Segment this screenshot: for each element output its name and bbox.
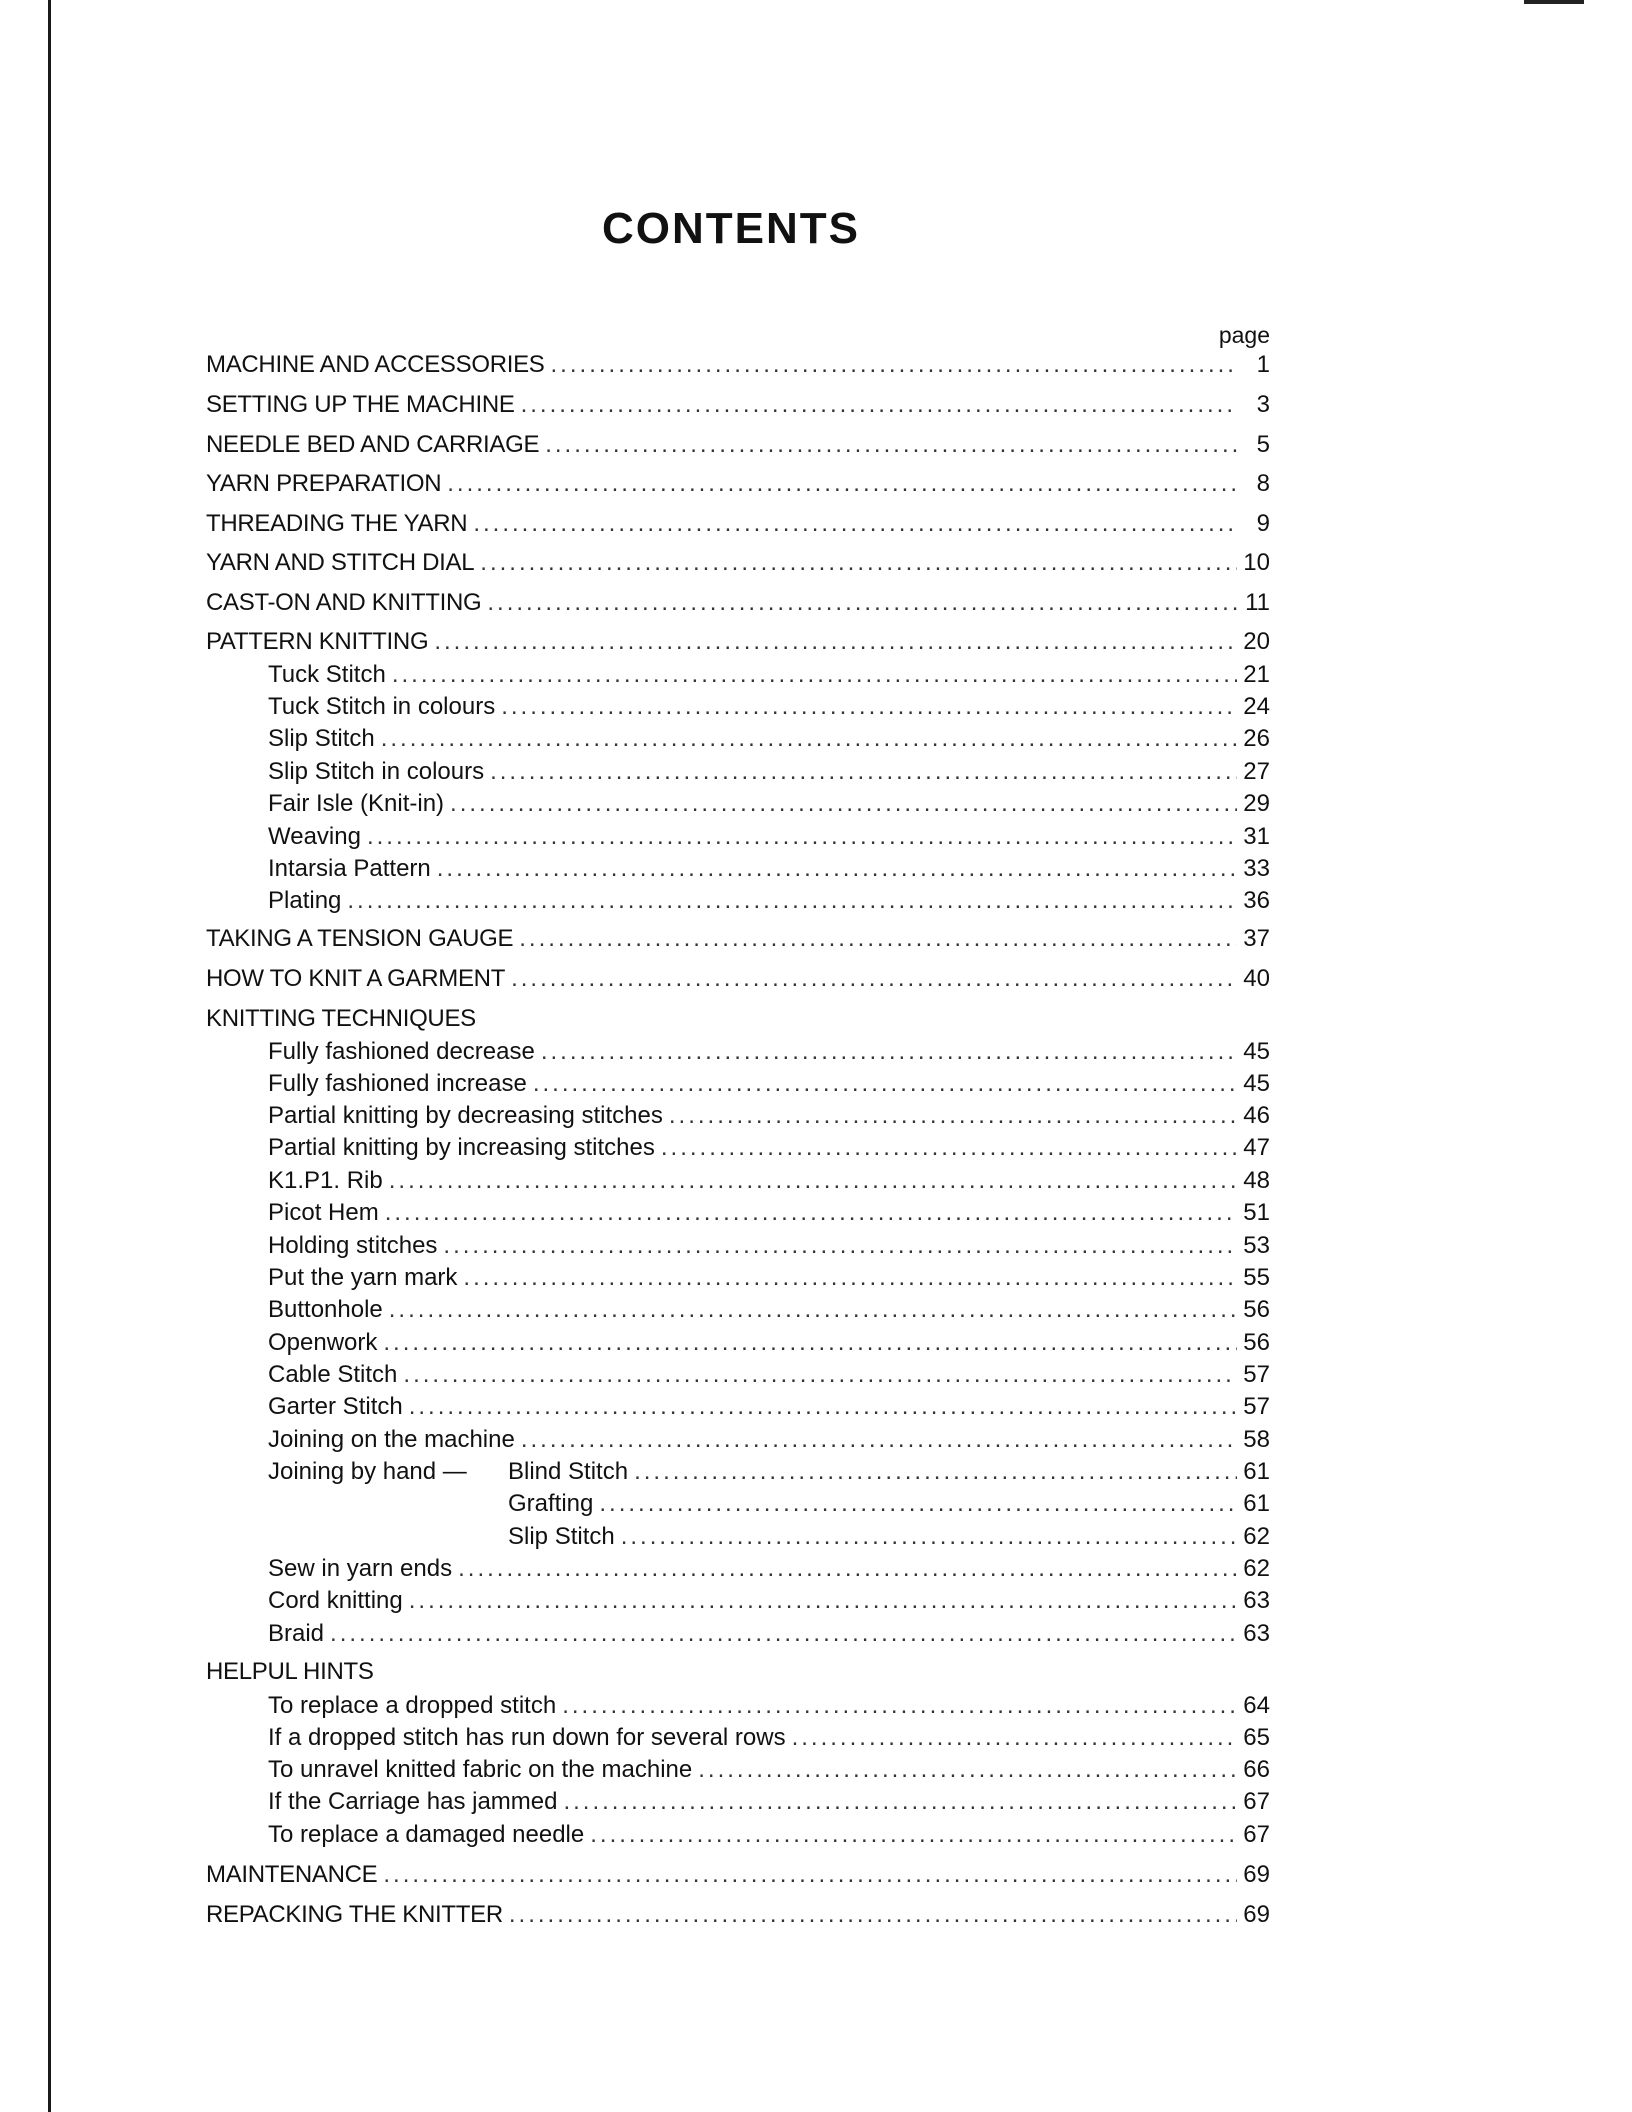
toc-entry-label: Blind Stitch — [508, 1458, 629, 1485]
toc-entry-label: Partial knitting by increasing stitches — [268, 1134, 655, 1161]
toc-subentry[interactable] — [268, 1069, 1270, 1099]
dot-leader — [480, 548, 1237, 578]
dot-leader — [463, 1263, 1237, 1293]
page-column-header: page — [1218, 322, 1270, 348]
toc-entry-page: 56 — [1243, 1296, 1270, 1323]
toc-entry-page: 24 — [1243, 693, 1270, 720]
dot-leader — [347, 886, 1237, 916]
toc-entry-page: 62 — [1243, 1555, 1270, 1582]
toc-subentry[interactable] — [268, 1691, 1270, 1721]
dot-leader — [698, 1755, 1237, 1785]
toc-entry-label: Buttonhole — [268, 1296, 383, 1323]
toc-entry-page: 29 — [1243, 790, 1270, 817]
toc-entry-label: MACHINE AND ACCESSORIES — [206, 351, 545, 378]
dot-leader — [473, 509, 1238, 539]
toc-entry-label: K1.P1. Rib — [268, 1167, 383, 1194]
toc-entry-page: 8 — [1256, 470, 1270, 497]
toc-subentry[interactable] — [508, 1457, 1270, 1487]
toc-entry-label: Picot Hem — [268, 1199, 379, 1226]
dot-leader — [590, 1820, 1237, 1850]
dot-leader — [501, 692, 1237, 722]
dot-leader — [634, 1457, 1237, 1487]
dot-leader — [511, 964, 1237, 994]
toc-entry-page: 62 — [1243, 1523, 1270, 1550]
toc-entry-label: If the Carriage has jammed — [268, 1788, 558, 1815]
toc-entry-label: Slip Stitch in colours — [268, 758, 485, 785]
corner-mark — [1524, 0, 1584, 4]
toc-entry[interactable] — [206, 964, 1270, 994]
dot-leader — [385, 1198, 1238, 1228]
toc-entry-page: 57 — [1243, 1393, 1270, 1420]
toc-entry-page: 21 — [1243, 661, 1270, 688]
toc-entry[interactable] — [206, 430, 1270, 460]
toc-entry-label: Fully fashioned decrease — [268, 1038, 535, 1065]
toc-entry-page: 56 — [1243, 1329, 1270, 1356]
dot-leader — [409, 1392, 1238, 1422]
toc-entry-page: 53 — [1243, 1232, 1270, 1259]
toc-subentry[interactable] — [268, 1231, 1270, 1261]
toc-entry-label: Fully fashioned increase — [268, 1070, 527, 1097]
toc-entry-label: Cable Stitch — [268, 1361, 398, 1388]
toc-entry[interactable] — [206, 390, 1270, 420]
toc-entry-page: 5 — [1256, 431, 1270, 458]
joining-by-hand-prefix: Joining by hand — — [268, 1458, 467, 1485]
toc-entry-page: 47 — [1243, 1134, 1270, 1161]
toc-entry-page: 40 — [1243, 965, 1270, 992]
dot-leader — [383, 1328, 1237, 1358]
toc-entry-page: 67 — [1243, 1821, 1270, 1848]
toc-subentry[interactable] — [268, 1133, 1270, 1163]
toc-entry-page: 36 — [1243, 887, 1270, 914]
toc-entry-label: PATTERN KNITTING — [206, 628, 429, 655]
toc-entry-page: 11 — [1245, 589, 1270, 616]
toc-subentry[interactable] — [268, 757, 1270, 787]
dot-leader — [545, 430, 1238, 460]
toc-entry-page: 31 — [1243, 823, 1270, 850]
toc-subentry[interactable] — [268, 1619, 1270, 1649]
dot-leader — [551, 350, 1238, 380]
toc-subentry[interactable] — [268, 1755, 1270, 1785]
toc-entry-page: 26 — [1243, 725, 1270, 752]
toc-entry-page: 67 — [1243, 1788, 1270, 1815]
toc-entry[interactable] — [206, 509, 1270, 539]
toc-entry[interactable] — [206, 469, 1270, 499]
toc-subentry[interactable] — [508, 1522, 1270, 1552]
toc-subentry[interactable] — [268, 1037, 1270, 1067]
toc-entry-page: 45 — [1243, 1038, 1270, 1065]
toc-entry-label: Fair Isle (Knit-in) — [268, 790, 445, 817]
dot-leader — [458, 1554, 1237, 1584]
dot-leader — [450, 789, 1237, 819]
toc-entry-page: 51 — [1243, 1199, 1270, 1226]
toc-entry-label: Openwork — [268, 1329, 378, 1356]
toc-entry-label: Slip Stitch — [508, 1523, 615, 1550]
toc-entry-label: SETTING UP THE MACHINE — [206, 391, 515, 418]
toc-entry-page: 45 — [1243, 1070, 1270, 1097]
toc-entry-page: 9 — [1256, 510, 1270, 537]
toc-entry-page: 10 — [1243, 549, 1270, 576]
toc-entry-page: 66 — [1243, 1756, 1270, 1783]
dot-leader — [437, 854, 1238, 884]
dot-leader — [519, 924, 1237, 954]
toc-entry-label: If a dropped stitch has run down for several rows — [268, 1724, 786, 1751]
dot-leader — [389, 1295, 1238, 1325]
toc-entry-page: 33 — [1243, 855, 1270, 882]
toc-entry-page: 1 — [1256, 351, 1270, 378]
toc-entry[interactable] — [206, 1900, 1270, 1930]
toc-entry-label: Cord knitting — [268, 1587, 403, 1614]
dot-leader — [563, 1787, 1237, 1817]
toc-entry-page: 20 — [1243, 628, 1270, 655]
toc-entry-page: 57 — [1243, 1361, 1270, 1388]
toc-entry-label: TAKING A TENSION GAUGE — [206, 925, 514, 952]
toc-subentry[interactable] — [268, 1392, 1270, 1422]
toc-subentry[interactable] — [268, 1101, 1270, 1131]
dot-leader — [490, 757, 1237, 787]
toc-entry-label: Slip Stitch — [268, 725, 375, 752]
toc-subentry[interactable] — [268, 724, 1270, 754]
toc-entry-label: Weaving — [268, 823, 361, 850]
dot-leader — [621, 1522, 1238, 1552]
toc-entry-page: 61 — [1243, 1490, 1270, 1517]
dot-leader — [792, 1723, 1238, 1753]
toc-entry-page: 37 — [1243, 925, 1270, 952]
toc-entry-label: Tuck Stitch in colours — [268, 693, 496, 720]
toc-subentry[interactable] — [268, 1586, 1270, 1616]
dot-leader — [533, 1069, 1237, 1099]
toc-entry-page: 63 — [1243, 1620, 1270, 1647]
dot-leader — [367, 822, 1237, 852]
toc-entry-page: 27 — [1243, 758, 1270, 785]
toc-entry-page: 58 — [1243, 1426, 1270, 1453]
dot-leader — [599, 1489, 1237, 1519]
dot-leader — [409, 1586, 1238, 1616]
toc-subentry[interactable] — [268, 1328, 1270, 1358]
toc-section-heading: HELPUL HINTS — [206, 1658, 374, 1685]
toc-subentry[interactable] — [268, 1295, 1270, 1325]
toc-entry-page: 64 — [1243, 1692, 1270, 1719]
toc-subentry[interactable] — [268, 1820, 1270, 1850]
toc-subentry[interactable] — [268, 1263, 1270, 1293]
dot-leader — [661, 1133, 1237, 1163]
toc-entry-label: CAST-ON AND KNITTING — [206, 589, 482, 616]
toc-entry[interactable] — [206, 924, 1270, 954]
left-margin-rule — [48, 0, 51, 2112]
dot-leader — [541, 1037, 1237, 1067]
toc-entry[interactable] — [206, 588, 1270, 618]
toc-entry-label: THREADING THE YARN — [206, 510, 468, 537]
toc-entry-label: Joining on the machine — [268, 1426, 515, 1453]
dot-leader — [447, 469, 1238, 499]
toc-subentry[interactable] — [268, 789, 1270, 819]
toc-entry-page: 3 — [1256, 391, 1270, 418]
toc-entry-page: 65 — [1243, 1724, 1270, 1751]
dot-leader — [434, 627, 1237, 657]
page-title: CONTENTS — [602, 204, 860, 253]
toc-entry-label: To replace a dropped stitch — [268, 1692, 557, 1719]
toc-entry-page: 69 — [1243, 1861, 1270, 1888]
toc-entry-page: 63 — [1243, 1587, 1270, 1614]
toc-entry-label: YARN PREPARATION — [206, 470, 442, 497]
dot-leader — [521, 1425, 1237, 1455]
dot-leader — [509, 1900, 1237, 1930]
toc-entry-label: NEEDLE BED AND CARRIAGE — [206, 431, 540, 458]
dot-leader — [392, 660, 1237, 690]
toc-subentry[interactable] — [268, 1360, 1270, 1390]
dot-leader — [669, 1101, 1237, 1131]
toc-entry[interactable] — [206, 1860, 1270, 1890]
toc-entry-page: 55 — [1243, 1264, 1270, 1291]
toc-subentry[interactable] — [268, 1787, 1270, 1817]
toc-entry-label: MAINTENANCE — [206, 1861, 378, 1888]
toc-subentry[interactable] — [268, 822, 1270, 852]
dot-leader — [330, 1619, 1237, 1649]
toc-subentry[interactable] — [268, 1723, 1270, 1753]
dot-leader — [383, 1860, 1237, 1890]
dot-leader — [562, 1691, 1237, 1721]
toc-entry-label: Tuck Stitch — [268, 661, 386, 688]
toc-subentry[interactable] — [268, 886, 1270, 916]
dot-leader — [389, 1166, 1238, 1196]
toc-entry-label: YARN AND STITCH DIAL — [206, 549, 475, 576]
toc-subentry[interactable] — [268, 660, 1270, 690]
toc-entry-label: Sew in yarn ends — [268, 1555, 453, 1582]
toc-entry[interactable] — [206, 548, 1270, 578]
toc-subentry[interactable] — [268, 1166, 1270, 1196]
toc-entry[interactable] — [206, 627, 1270, 657]
toc-subentry[interactable] — [508, 1489, 1270, 1519]
toc-entry-page: 69 — [1243, 1901, 1270, 1928]
toc-section-heading: KNITTING TECHNIQUES — [206, 1005, 476, 1032]
dot-leader — [487, 588, 1238, 618]
toc-entry-page: 46 — [1243, 1102, 1270, 1129]
dot-leader — [403, 1360, 1237, 1390]
toc-entry-label: Put the yarn mark — [268, 1264, 458, 1291]
toc-entry-label: Partial knitting by decreasing stitches — [268, 1102, 663, 1129]
toc-entry-label: Holding stitches — [268, 1232, 438, 1259]
toc-subentry[interactable] — [268, 1425, 1270, 1455]
toc-entry-label: To unravel knitted fabric on the machine — [268, 1756, 693, 1783]
toc-subentry[interactable] — [268, 1198, 1270, 1228]
toc-entry-label: Plating — [268, 887, 342, 914]
dot-leader — [381, 724, 1238, 754]
toc-subentry[interactable] — [268, 692, 1270, 722]
toc-entry-label: REPACKING THE KNITTER — [206, 1901, 503, 1928]
toc-entry-label: Grafting — [508, 1490, 594, 1517]
toc-entry-label: Braid — [268, 1620, 325, 1647]
toc-entry-label: HOW TO KNIT A GARMENT — [206, 965, 506, 992]
toc-subentry[interactable] — [268, 854, 1270, 884]
toc-subentry[interactable] — [268, 1554, 1270, 1584]
toc-entry-label: Intarsia Pattern — [268, 855, 431, 882]
dot-leader — [443, 1231, 1237, 1261]
toc-entry-label: To replace a damaged needle — [268, 1821, 585, 1848]
toc-entry-label: Garter Stitch — [268, 1393, 403, 1420]
toc-entry[interactable] — [206, 350, 1270, 380]
dot-leader — [521, 390, 1238, 420]
toc-entry-page: 61 — [1243, 1458, 1270, 1485]
toc-entry-page: 48 — [1243, 1167, 1270, 1194]
